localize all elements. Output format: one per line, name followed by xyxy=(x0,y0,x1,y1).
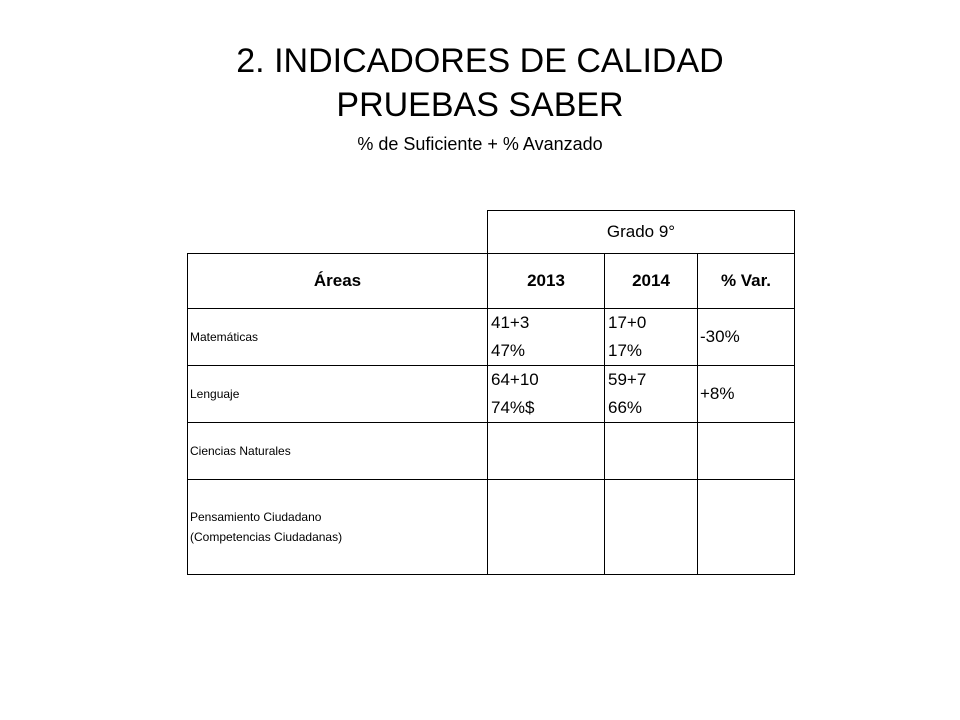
indicators-table-container xyxy=(187,210,795,575)
table-row-matematicas xyxy=(188,309,795,366)
table-row-pensamiento-ciudadano xyxy=(188,480,795,575)
area-cell: Ciencias Naturales xyxy=(188,423,488,480)
column-header-areas: Áreas xyxy=(188,254,488,309)
value-2014-cell xyxy=(605,309,698,366)
value-2014-cell xyxy=(605,480,698,575)
column-header-var: % Var. xyxy=(698,254,795,309)
table-row-lenguaje xyxy=(188,366,795,423)
grade-header: Grado 9° xyxy=(488,211,795,254)
value-sum: 41+3 xyxy=(491,313,530,332)
value-percent: 66% xyxy=(608,398,643,417)
area-cell xyxy=(188,480,488,575)
page-subtitle: PRUEBAS SABER xyxy=(336,86,624,124)
value-2013-cell xyxy=(488,480,605,575)
column-header-row xyxy=(188,254,795,309)
area-cell: Matemáticas xyxy=(188,309,488,366)
area-cell: Lenguaje xyxy=(188,366,488,423)
page-caption: % de Suficiente + % Avanzado xyxy=(357,134,603,154)
blank-corner-cell xyxy=(188,211,488,254)
table-row-ciencias-naturales xyxy=(188,423,795,480)
variation-cell: +8% xyxy=(698,366,795,423)
grade-header-row xyxy=(188,211,795,254)
value-sum: 17+0 xyxy=(608,313,647,332)
variation-cell xyxy=(698,423,795,480)
area-label-line: Pensamiento Ciudadano xyxy=(190,510,322,524)
area-label-line: (Competencias Ciudadanas) xyxy=(190,530,343,544)
column-header-2013: 2013 xyxy=(488,254,605,309)
value-2014-cell xyxy=(605,366,698,423)
value-2013-cell xyxy=(488,366,605,423)
variation-cell: -30% xyxy=(698,309,795,366)
value-percent: 47% xyxy=(491,341,526,360)
value-percent: 17% xyxy=(608,341,643,360)
value-sum: 64+10 xyxy=(491,370,539,389)
page-title: 2. INDICADORES DE CALIDAD xyxy=(236,42,724,80)
value-sum: 59+7 xyxy=(608,370,647,389)
variation-cell xyxy=(698,480,795,575)
value-2013-cell xyxy=(488,423,605,480)
indicators-table xyxy=(187,210,795,575)
value-2013-cell xyxy=(488,309,605,366)
value-percent: 74%$ xyxy=(491,398,535,417)
column-header-2014: 2014 xyxy=(605,254,698,309)
value-2014-cell xyxy=(605,423,698,480)
